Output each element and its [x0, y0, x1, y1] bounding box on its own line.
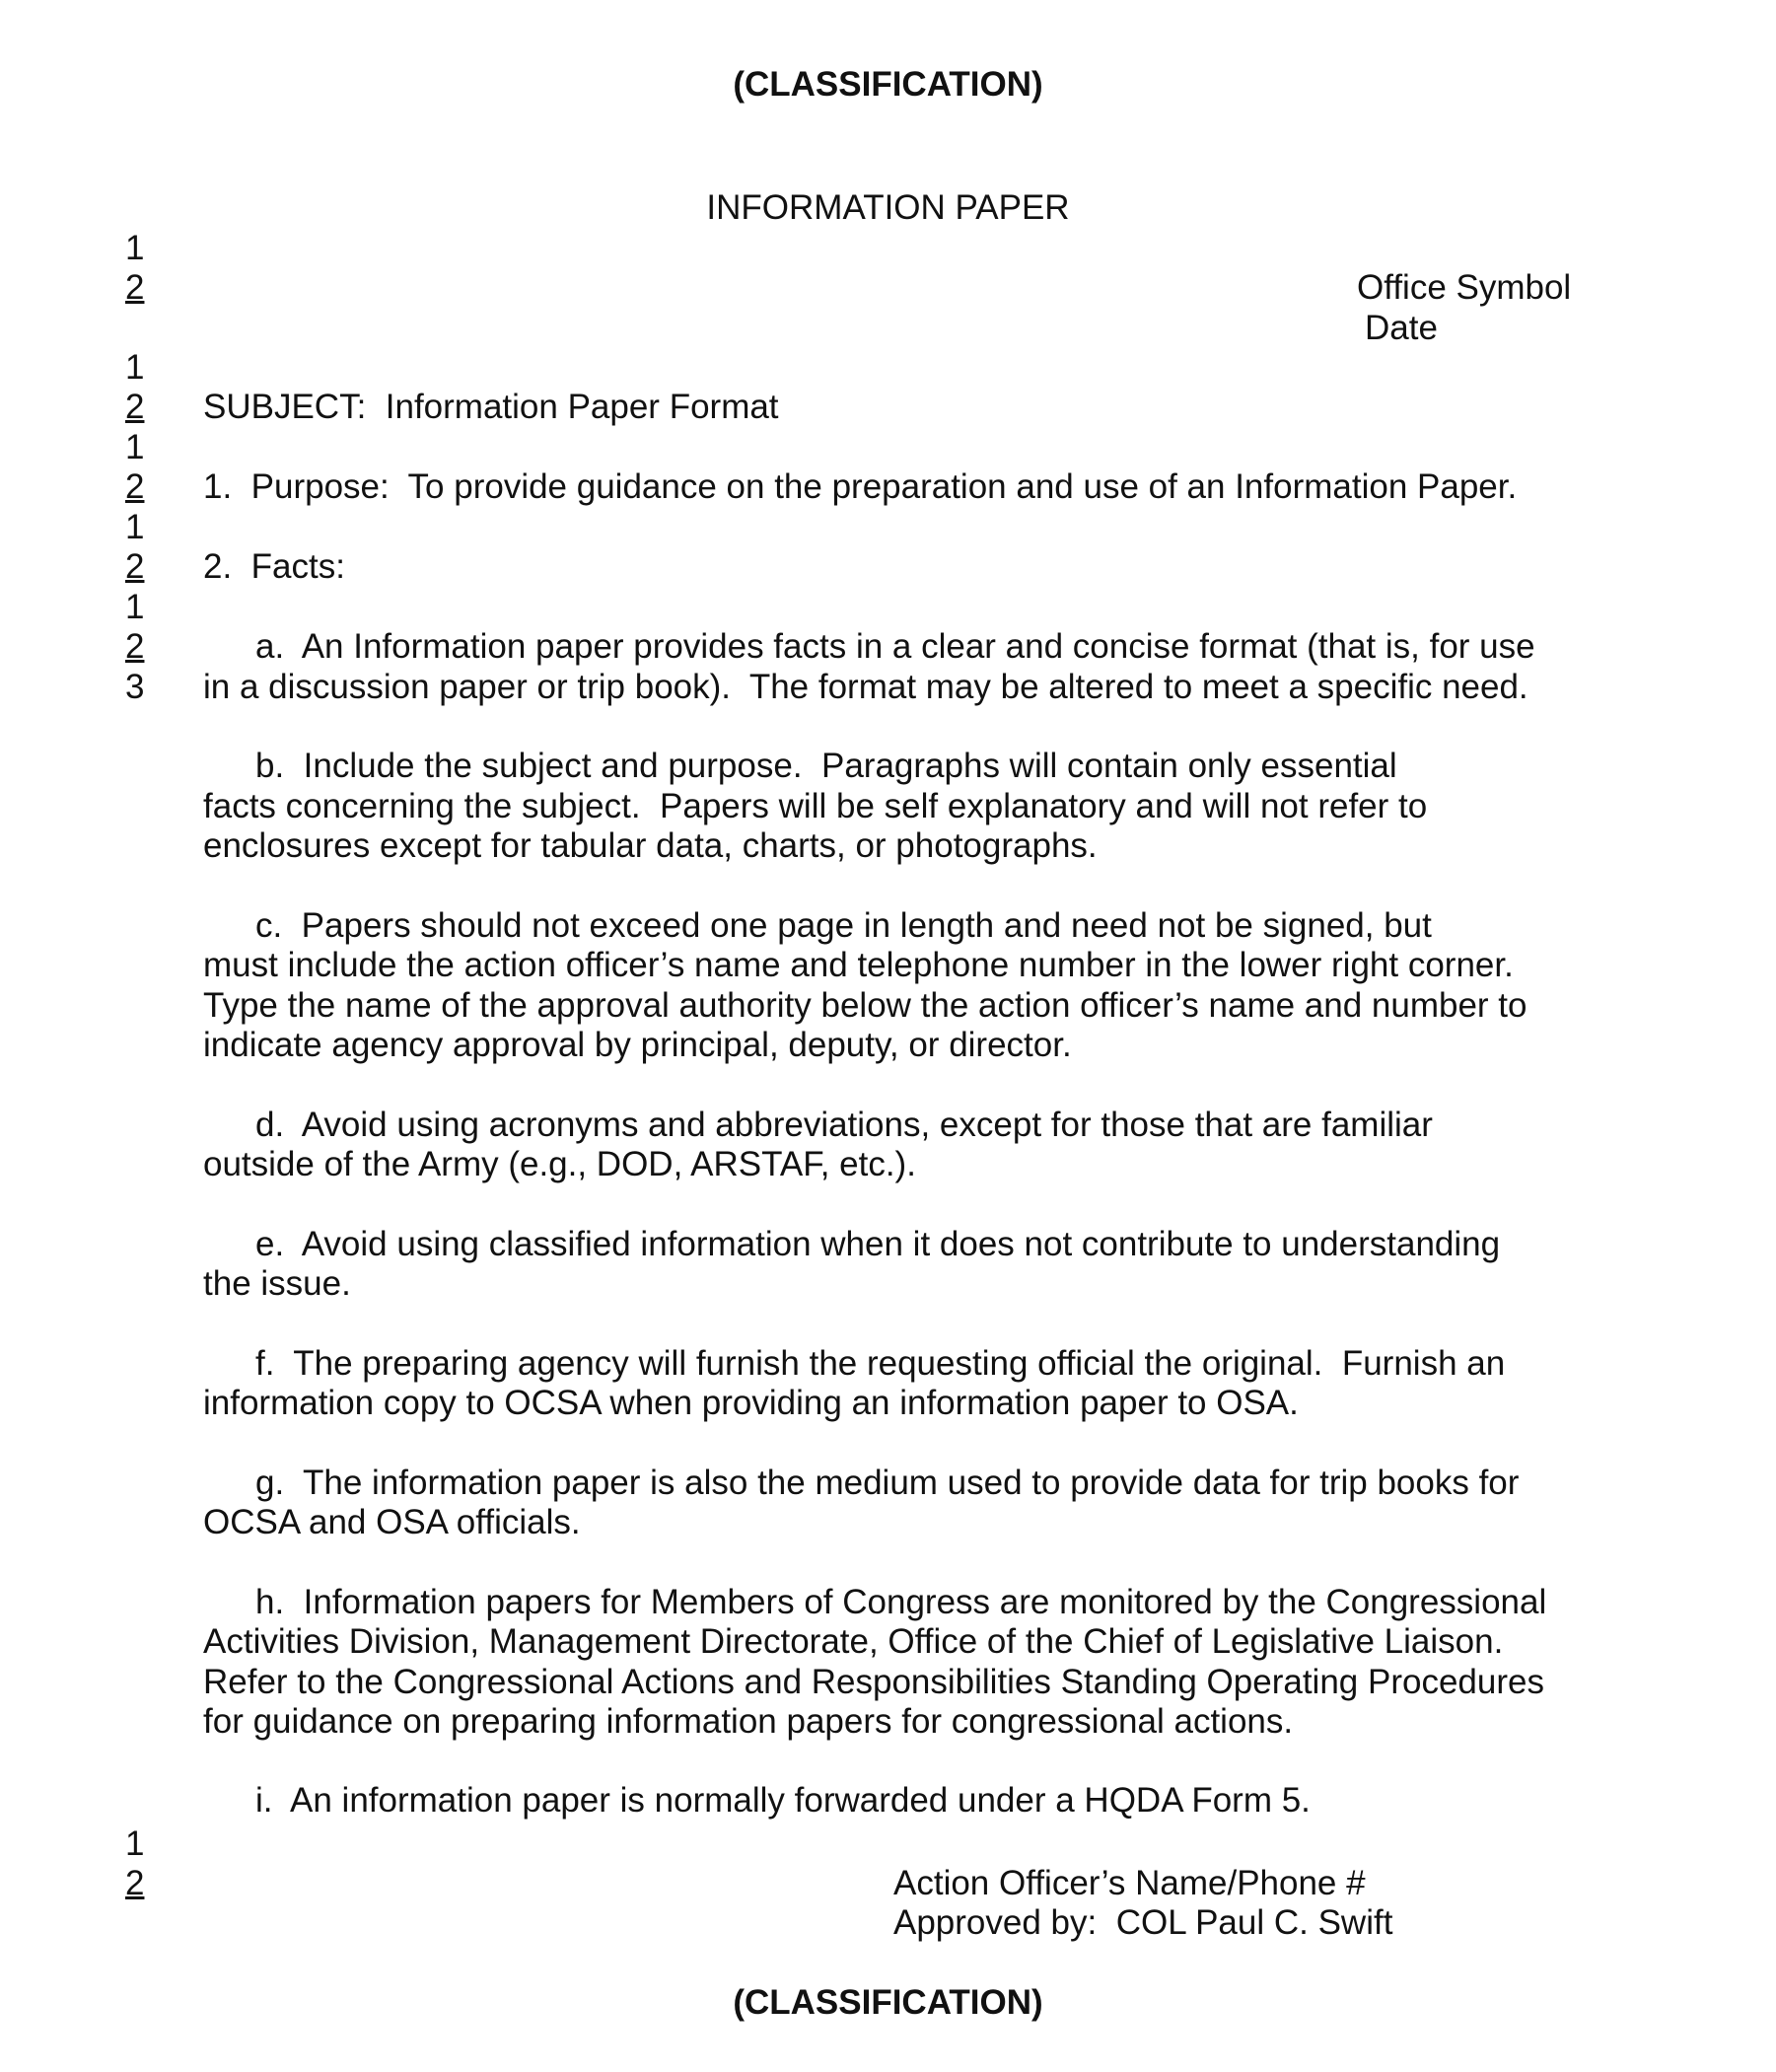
margin-mark: 2 [125, 388, 145, 426]
margin-mark: 1 [125, 348, 145, 387]
paragraph-a-line: in a discussion paper or trip book). The format may be altered to meet a specific need. [203, 668, 1528, 706]
paragraph-c-line: c. Papers should not exceed one page in length and need not be signed, but [255, 906, 1432, 945]
margin-mark: 3 [125, 668, 145, 706]
paragraph-h-line: for guidance on preparing information papers for congressional actions. [203, 1702, 1294, 1741]
classification-bottom: (CLASSIFICATION) [733, 1983, 1043, 2022]
paragraph-a-line: a. An Information paper provides facts in a clear and concise format (that is, for use [255, 627, 1535, 666]
margin-mark: 2 [125, 1864, 145, 1902]
facts-heading: 2. Facts: [203, 547, 345, 586]
paragraph-d-line: d. Avoid using acronyms and abbreviations, except for those that are familiar [255, 1106, 1433, 1144]
paragraph-g-line: g. The information paper is also the medium used to provide data for trip books for [255, 1464, 1520, 1502]
margin-mark: 1 [125, 428, 145, 466]
paragraph-g-line: OCSA and OSA officials. [203, 1503, 581, 1541]
margin-mark: 2 [125, 547, 145, 586]
paragraph-b-line: facts concerning the subject. Papers will be self explanatory and will not refer to [203, 787, 1428, 825]
margin-mark: 2 [125, 268, 145, 307]
office-symbol: Office Symbol [1357, 268, 1572, 307]
approved-by-line: Approved by: COL Paul C. Swift [893, 1903, 1393, 1942]
purpose-line: 1. Purpose: To provide guidance on the preparation and use of an Information Paper. [203, 467, 1518, 506]
paragraph-d-line: outside of the Army (e.g., DOD, ARSTAF, etc.). [203, 1145, 916, 1183]
paragraph-i-line: i. An information paper is normally forwarded under a HQDA Form 5. [255, 1781, 1311, 1820]
page-title: INFORMATION PAPER [706, 188, 1070, 227]
paragraph-e-line: the issue. [203, 1264, 351, 1303]
paragraph-h-line: h. Information papers for Members of Congress are monitored by the Congressional [255, 1583, 1547, 1621]
paragraph-b-line: enclosures except for tabular data, charts, or photographs. [203, 826, 1098, 865]
margin-mark: 1 [125, 508, 145, 546]
paragraph-e-line: e. Avoid using classified information when it does not contribute to understanding [255, 1225, 1501, 1263]
margin-mark: 1 [125, 229, 145, 267]
date-label: Date [1365, 309, 1438, 347]
paragraph-c-line: indicate agency approval by principal, deputy, or director. [203, 1026, 1072, 1064]
subject-line: SUBJECT: Information Paper Format [203, 388, 779, 426]
action-officer-line: Action Officer’s Name/Phone # [893, 1864, 1366, 1902]
margin-mark: 2 [125, 467, 145, 506]
margin-mark: 1 [125, 588, 145, 626]
paragraph-f-line: f. The preparing agency will furnish the requesting official the original. Furnish an [255, 1344, 1506, 1383]
margin-mark: 1 [125, 1824, 145, 1863]
classification-top: (CLASSIFICATION) [733, 65, 1043, 104]
margin-mark: 2 [125, 627, 145, 666]
paragraph-h-line: Refer to the Congressional Actions and Responsibilities Standing Operating Procedures [203, 1663, 1544, 1701]
paragraph-c-line: Type the name of the approval authority below the action officer’s name and number to [203, 986, 1527, 1025]
paragraph-h-line: Activities Division, Management Directorate, Office of the Chief of Legislative Liaison. [203, 1622, 1504, 1661]
paragraph-c-line: must include the action officer’s name and telephone number in the lower right corner. [203, 946, 1514, 984]
paragraph-b-line: b. Include the subject and purpose. Paragraphs will contain only essential [255, 747, 1397, 785]
paragraph-f-line: information copy to OCSA when providing an information paper to OSA. [203, 1384, 1299, 1422]
